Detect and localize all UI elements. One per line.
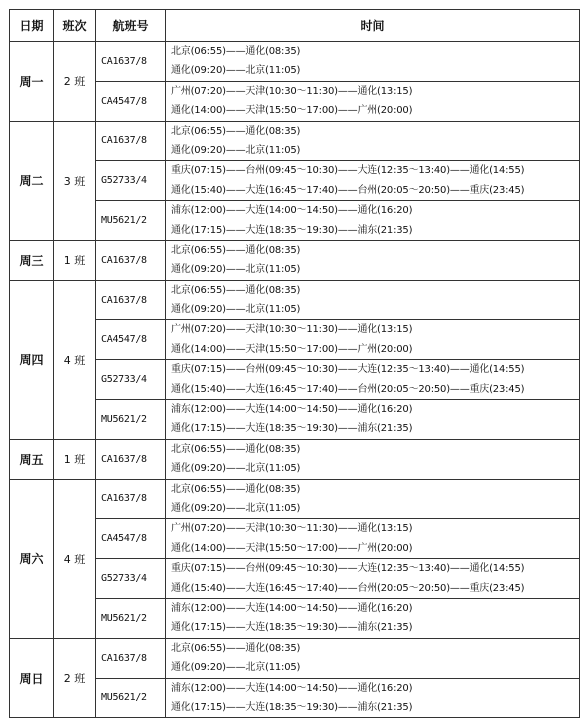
route-times-cell bbox=[166, 638, 580, 678]
flight-number-cell: MU5621/2 bbox=[96, 400, 166, 440]
schedule-body bbox=[10, 42, 580, 718]
route-line: 北京(06:55)——通化(08:35) bbox=[171, 483, 301, 495]
table-row bbox=[10, 81, 580, 121]
route-line: 重庆(07:15)——台州(09:45～10:30)——大连(12:35～13:40)——通化(14:55) bbox=[171, 165, 525, 177]
table-row bbox=[10, 161, 580, 201]
table-row bbox=[10, 400, 580, 440]
route-line: 浦东(12:00)——大连(14:00～14:50)——通化(16:20) bbox=[171, 682, 413, 694]
day-cell: 周一 bbox=[10, 42, 54, 122]
route-times-cell bbox=[166, 360, 580, 400]
route-times-cell bbox=[166, 81, 580, 121]
route-times-cell bbox=[166, 320, 580, 360]
flight-number-cell: CA4547/8 bbox=[96, 320, 166, 360]
table-row bbox=[10, 320, 580, 360]
route-line: 通化(09:20)——北京(11:05) bbox=[171, 662, 301, 674]
route-line: 通化(09:20)——北京(11:05) bbox=[171, 65, 301, 77]
route-line: 广州(07:20)——天津(10:30～11:30)——通化(13:15) bbox=[171, 85, 413, 97]
flight-number-cell: MU5621/2 bbox=[96, 598, 166, 638]
flight-number-cell: CA1637/8 bbox=[96, 439, 166, 479]
day-cell: 周日 bbox=[10, 638, 54, 718]
route-times-cell bbox=[166, 439, 580, 479]
day-cell: 周三 bbox=[10, 240, 54, 280]
header-flight: 航班号 bbox=[96, 10, 166, 42]
route-line: 通化(09:20)——北京(11:05) bbox=[171, 304, 301, 316]
table-row bbox=[10, 559, 580, 599]
flight-number-cell: CA4547/8 bbox=[96, 81, 166, 121]
route-line: 重庆(07:15)——台州(09:45～10:30)——大连(12:35～13:40)——通化(14:55) bbox=[171, 563, 525, 575]
route-line: 通化(17:15)——大连(18:35～19:30)——浦东(21:35) bbox=[171, 622, 413, 634]
table-row bbox=[10, 439, 580, 479]
route-line: 北京(06:55)——通化(08:35) bbox=[171, 443, 301, 455]
count-cell: 4 班 bbox=[54, 479, 96, 638]
route-times-cell bbox=[166, 161, 580, 201]
flight-number-cell: MU5621/2 bbox=[96, 201, 166, 241]
route-line: 通化(15:40)——大连(16:45～17:40)——台州(20:05～20:50)——重庆(23:45) bbox=[171, 184, 525, 196]
route-line: 通化(14:00)——天津(15:50～17:00)——广州(20:00) bbox=[171, 343, 413, 355]
route-line: 通化(15:40)——大连(16:45～17:40)——台州(20:05～20:50)——重庆(23:45) bbox=[171, 383, 525, 395]
flight-number-cell: G52733/4 bbox=[96, 161, 166, 201]
route-line: 浦东(12:00)——大连(14:00～14:50)——通化(16:20) bbox=[171, 205, 413, 217]
day-cell: 周五 bbox=[10, 439, 54, 479]
route-line: 通化(14:00)——天津(15:50～17:00)——广州(20:00) bbox=[171, 105, 413, 117]
count-cell: 2 班 bbox=[54, 42, 96, 122]
route-times-cell bbox=[166, 400, 580, 440]
route-line: 重庆(07:15)——台州(09:45～10:30)——大连(12:35～13:40)——通化(14:55) bbox=[171, 364, 525, 376]
flight-number-cell: CA1637/8 bbox=[96, 121, 166, 161]
day-cell: 周二 bbox=[10, 121, 54, 240]
route-line: 通化(09:20)——北京(11:05) bbox=[171, 463, 301, 475]
route-times-cell bbox=[166, 121, 580, 161]
table-row bbox=[10, 42, 580, 82]
header-count: 班次 bbox=[54, 10, 96, 42]
table-row bbox=[10, 201, 580, 241]
route-line: 北京(06:55)——通化(08:35) bbox=[171, 284, 301, 296]
table-row bbox=[10, 479, 580, 519]
flight-schedule-table bbox=[9, 9, 580, 718]
count-cell: 1 班 bbox=[54, 439, 96, 479]
route-line: 北京(06:55)——通化(08:35) bbox=[171, 125, 301, 137]
route-line: 通化(09:20)——北京(11:05) bbox=[171, 502, 301, 514]
table-row bbox=[10, 280, 580, 320]
table-row bbox=[10, 121, 580, 161]
route-times-cell bbox=[166, 479, 580, 519]
flight-number-cell: CA1637/8 bbox=[96, 280, 166, 320]
route-times-cell bbox=[166, 519, 580, 559]
count-cell: 4 班 bbox=[54, 280, 96, 439]
route-line: 通化(17:15)——大连(18:35～19:30)——浦东(21:35) bbox=[171, 423, 413, 435]
route-times-cell bbox=[166, 280, 580, 320]
day-cell: 周六 bbox=[10, 479, 54, 638]
header-row bbox=[10, 10, 580, 42]
header-day: 日期 bbox=[10, 10, 54, 42]
route-line: 通化(15:40)——大连(16:45～17:40)——台州(20:05～20:50)——重庆(23:45) bbox=[171, 582, 525, 594]
route-line: 通化(14:00)——天津(15:50～17:00)——广州(20:00) bbox=[171, 542, 413, 554]
flight-number-cell: G52733/4 bbox=[96, 559, 166, 599]
table-row bbox=[10, 519, 580, 559]
flight-number-cell: CA1637/8 bbox=[96, 479, 166, 519]
table-row bbox=[10, 678, 580, 718]
route-line: 北京(06:55)——通化(08:35) bbox=[171, 46, 301, 57]
route-times-cell bbox=[166, 42, 580, 82]
count-cell: 3 班 bbox=[54, 121, 96, 240]
header-time: 时间 bbox=[166, 10, 580, 42]
flight-number-cell: CA1637/8 bbox=[96, 42, 166, 82]
flight-number-cell: CA1637/8 bbox=[96, 638, 166, 678]
count-cell: 2 班 bbox=[54, 638, 96, 718]
route-times-cell bbox=[166, 678, 580, 718]
table-row bbox=[10, 638, 580, 678]
route-line: 北京(06:55)——通化(08:35) bbox=[171, 642, 301, 654]
flight-number-cell: G52733/4 bbox=[96, 360, 166, 400]
route-line: 广州(07:20)——天津(10:30～11:30)——通化(13:15) bbox=[171, 324, 413, 336]
count-cell: 1 班 bbox=[54, 240, 96, 280]
route-times-cell bbox=[166, 201, 580, 241]
route-times-cell bbox=[166, 598, 580, 638]
route-times-cell bbox=[166, 240, 580, 280]
route-line: 通化(17:15)——大连(18:35～19:30)——浦东(21:35) bbox=[171, 224, 413, 236]
route-line: 广州(07:20)——天津(10:30～11:30)——通化(13:15) bbox=[171, 523, 413, 535]
day-cell: 周四 bbox=[10, 280, 54, 439]
flight-number-cell: MU5621/2 bbox=[96, 678, 166, 718]
route-line: 通化(09:20)——北京(11:05) bbox=[171, 264, 301, 276]
route-line: 浦东(12:00)——大连(14:00～14:50)——通化(16:20) bbox=[171, 602, 413, 614]
table-row bbox=[10, 360, 580, 400]
route-line: 浦东(12:00)——大连(14:00～14:50)——通化(16:20) bbox=[171, 404, 413, 416]
table-row bbox=[10, 598, 580, 638]
route-line: 通化(09:20)——北京(11:05) bbox=[171, 144, 301, 156]
route-line: 北京(06:55)——通化(08:35) bbox=[171, 244, 301, 256]
flight-number-cell: CA1637/8 bbox=[96, 240, 166, 280]
table-row bbox=[10, 240, 580, 280]
route-times-cell bbox=[166, 559, 580, 599]
flight-number-cell: CA4547/8 bbox=[96, 519, 166, 559]
route-line: 通化(17:15)——大连(18:35～19:30)——浦东(21:35) bbox=[171, 701, 413, 713]
